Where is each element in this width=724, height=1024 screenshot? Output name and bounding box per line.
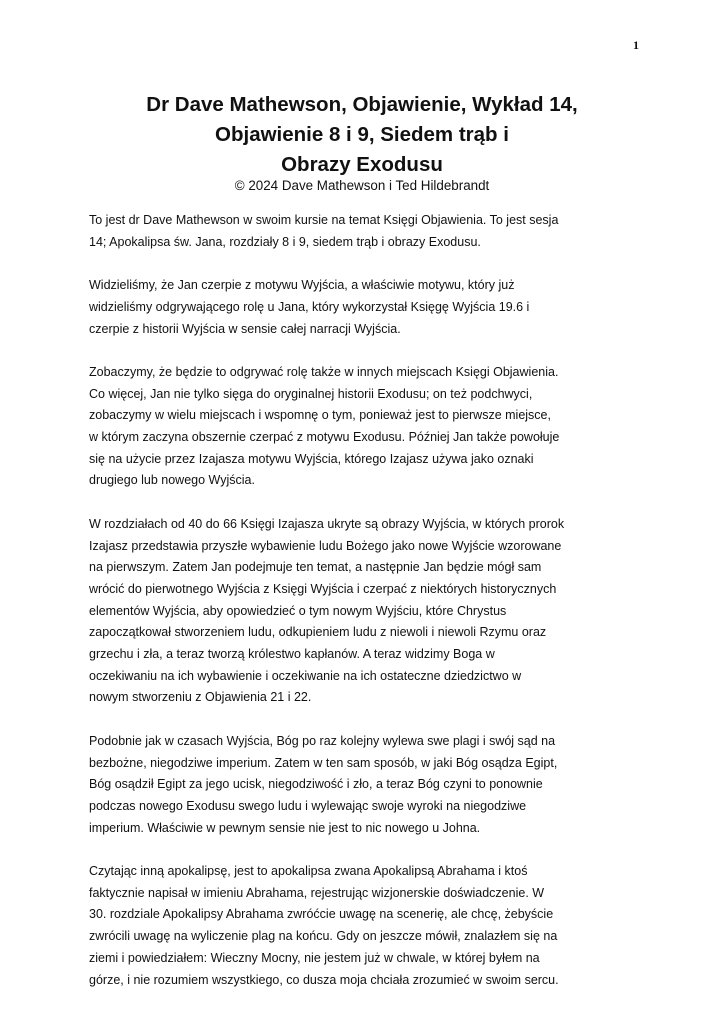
paragraph — [89, 210, 649, 253]
paragraph-line: zobaczymy w wielu miejscach i wspomnę o tym, ponieważ jest to pierwsze miejsce, — [89, 408, 551, 423]
paragraph — [89, 861, 649, 991]
paragraph-line: widzieliśmy odgrywającego rolę u Jana, który wykorzystał Księgę Wyjścia 19.6 i — [89, 299, 530, 314]
paragraph — [89, 514, 649, 709]
paragraph-line: oczekiwaniu na ich wybawienie i oczekiwanie na ich ostateczne dziedzictwo w — [89, 668, 522, 683]
paragraph-line: bezbożne, niegodziwe imperium. Zatem w ten sam sposób, w jaki Bóg osądza Egipt, — [89, 755, 558, 770]
paragraph-line: Bóg osądził Egipt za jego ucisk, niegodziwość i zło, a teraz Bóg czyni to ponownie — [89, 777, 543, 792]
copyright-line: © 2024 Dave Mathewson i Ted Hildebrandt — [234, 178, 490, 193]
page-number: 1 — [633, 38, 639, 52]
paragraph-line: podczas nowego Exodusu swego ludu i wylewając swoje wyroki na niegodziwe — [89, 798, 527, 813]
paragraph-line: 14; Apokalipsa św. Jana, rozdziały 8 i 9, siedem trąb i obrazy Exodusu. — [89, 234, 481, 249]
paragraph-line: zwrócili uwagę na wyliczenie plag na końcu. Gdy on jeszcze mówił, znalazłem się na — [89, 929, 558, 944]
paragraph-line: się na użycie przez Izajasza motywu Wyjścia, którego Izajasz używa jako oznaki — [89, 451, 534, 466]
paragraph-line: na pierwszym. Zatem Jan podejmuje ten temat, a następnie Jan będzie mógł sam — [89, 560, 542, 575]
paragraph-line: zapoczątkował stworzeniem ludu, odkupieniem ludu z niewoli i niewoli Rzymu oraz — [89, 625, 547, 640]
paragraph-line: drugiego lub nowego Wyjścia. — [89, 473, 255, 488]
paragraph-line: górze, i nie rozumiem wszystkiego, co dusza moja chciała zrozumieć w swoim sercu. — [89, 972, 559, 987]
paragraph-line: nowym stworzeniu z Objawienia 21 i 22. — [89, 690, 312, 705]
paragraph-line: Zobaczymy, że będzie to odgrywać rolę także w innych miejscach Księgi Objawienia. — [89, 364, 559, 379]
document-title — [90, 90, 634, 180]
title-line: Objawienie 8 i 9, Siedem trąb i — [215, 123, 509, 146]
paragraph-line: Co więcej, Jan nie tylko sięga do oryginalnej historii Exodusu; on też podchwyci, — [89, 386, 533, 401]
paragraph-line: W rozdziałach od 40 do 66 Księgi Izajasza ukryte są obrazy Wyjścia, w których prorok — [89, 516, 565, 531]
paragraph-line: czerpie z historii Wyjścia w sensie całej narracji Wyjścia. — [89, 321, 401, 336]
document-body — [89, 210, 649, 1013]
paragraph-line: Podobnie jak w czasach Wyjścia, Bóg po raz kolejny wylewa swe plagi i swój sąd na — [89, 733, 556, 748]
paragraph — [89, 275, 649, 340]
paragraph-line: wrócić do pierwotnego Wyjścia z Księgi Wyjścia i czerpać z niektórych historycznych — [89, 581, 557, 596]
paragraph — [89, 362, 649, 492]
paragraph-line: w którym zaczyna obszernie czerpać z motywu Exodusu. Później Jan także powołuje — [89, 430, 560, 444]
paragraph-line: grzechu i zła, a teraz tworzą królestwo kapłanów. A teraz widzimy Boga w — [89, 647, 495, 662]
paragraph-line: elementów Wyjścia, aby opowiedzieć o tym nowym Wyjściu, które Chrystus — [89, 603, 507, 618]
paragraph-line: Izajasz przedstawia przyszłe wybawienie ludu Bożego jako nowe Wyjście wzorowane — [89, 538, 562, 553]
paragraph — [89, 731, 649, 840]
paragraph-line: imperium. Właściwie w pewnym sensie nie jest to nic nowego u Johna. — [89, 820, 481, 835]
paragraph-line: ziemi i powiedziałem: Wieczny Mocny, nie jestem już w chwale, w której byłem na — [89, 950, 540, 965]
title-line: Dr Dave Mathewson, Objawienie, Wykład 14, — [146, 93, 578, 116]
title-line: Obrazy Exodusu — [281, 153, 443, 176]
paragraph-line: To jest dr Dave Mathewson w swoim kursie na temat Księgi Objawienia. To jest sesja — [89, 213, 559, 227]
paragraph-line: Widzieliśmy, że Jan czerpie z motywu Wyjścia, a właściwie motywu, który już — [89, 278, 515, 293]
paragraph-line: faktycznie napisał w imieniu Abrahama, rejestrując wizjonerskie doświadczenie. W — [89, 885, 545, 900]
paragraph-line: Czytając inną apokalipsę, jest to apokalipsa zwana Apokalipsą Abrahama i ktoś — [89, 864, 528, 879]
paragraph-line: 30. rozdziale Apokalipsy Abrahama zwróćcie uwagę na scenerię, ale chcę, żebyście — [89, 907, 554, 922]
